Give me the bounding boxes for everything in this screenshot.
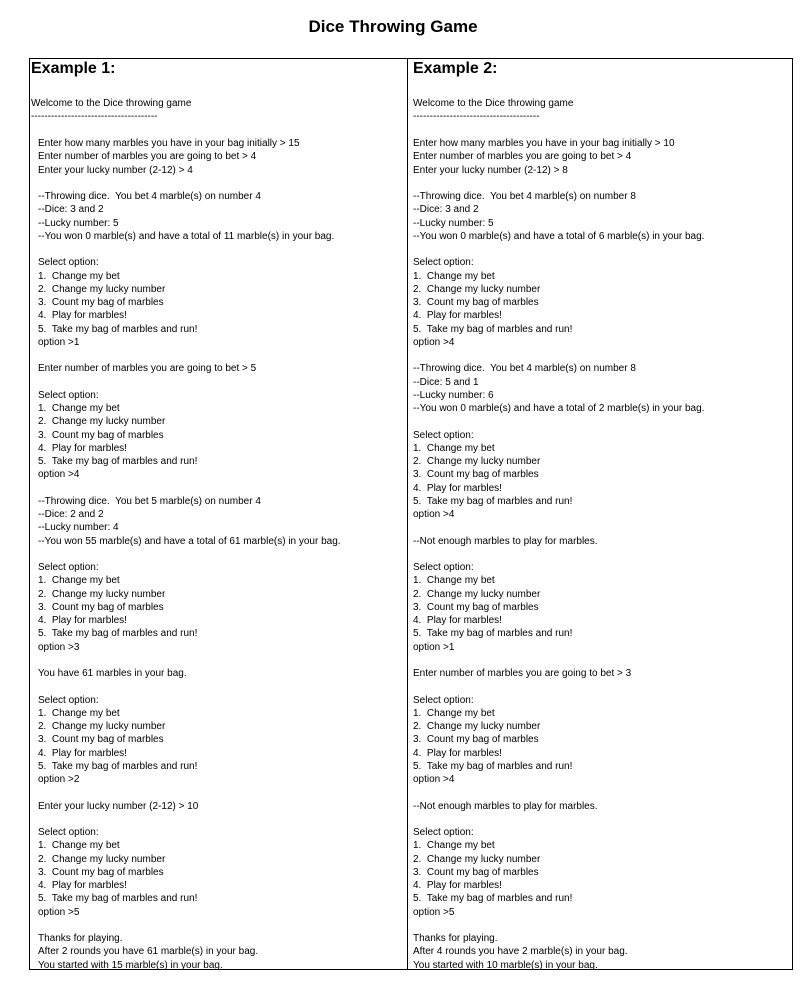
transcript-line: Select option: <box>413 429 474 441</box>
transcript-line: --Lucky number: 5 <box>38 217 119 229</box>
transcript-line: --Dice: 2 and 2 <box>38 509 104 520</box>
transcript-line: --Lucky number: 4 <box>38 522 119 534</box>
transcript-line: 5. Take my bag of marbles and run! <box>38 628 198 640</box>
transcript-line <box>38 482 341 495</box>
example-2-intro <box>413 97 573 123</box>
transcript-line: Enter how many marbles you have in your bag initially > 15 <box>38 138 300 149</box>
transcript-line: 4. Play for marbles! <box>38 442 127 454</box>
transcript-line: 5. Take my bag of marbles and run! <box>413 628 573 640</box>
transcript-line: option >4 <box>413 509 455 520</box>
transcript-line: 5. Take my bag of marbles and run! <box>413 323 573 335</box>
transcript-line: 5. Take my bag of marbles and run! <box>413 760 573 772</box>
transcript-line: --You won 0 marble(s) and have a total of 11 marble(s) in your bag. <box>38 230 335 242</box>
example-2-transcript <box>413 137 704 972</box>
transcript-line: 3. Count my bag of marbles <box>413 734 539 746</box>
transcript-line: option >1 <box>413 641 455 653</box>
transcript-line: Thanks for playing. <box>38 933 123 944</box>
page-title: Dice Throwing Game <box>308 17 478 36</box>
transcript-line: option >3 <box>38 641 80 653</box>
transcript-line: 2. Change my lucky number <box>413 588 541 600</box>
transcript-line: 5. Take my bag of marbles and run! <box>413 893 573 905</box>
example-1-intro <box>31 97 191 123</box>
transcript-line: You started with 15 marble(s) in your bag. <box>38 959 223 971</box>
transcript-line: Enter your lucky number (2-12) > 8 <box>413 164 568 176</box>
example-1-transcript <box>38 137 341 972</box>
transcript-line: 2. Change my lucky number <box>413 721 541 732</box>
transcript-line: 3. Count my bag of marbles <box>38 429 164 441</box>
transcript-line: 3. Count my bag of marbles <box>413 866 539 878</box>
transcript-line <box>38 376 341 389</box>
transcript-line: option >4 <box>413 336 455 348</box>
transcript-line: --Not enough marbles to play for marbles. <box>413 535 598 547</box>
transcript-line: Enter your lucky number (2-12) > 10 <box>38 800 199 812</box>
transcript-line: 2. Change my lucky number <box>413 283 541 295</box>
transcript-line: Select option: <box>413 257 474 269</box>
transcript-line: Select option: <box>38 389 99 401</box>
transcript-line <box>413 919 704 932</box>
transcript-line: Enter how many marbles you have in your bag initially > 10 <box>413 138 675 149</box>
transcript-line: 4. Play for marbles! <box>38 747 127 759</box>
transcript-line: --You won 55 marble(s) and have a total of 61 marble(s) in your bag. <box>38 535 341 547</box>
transcript-line: Enter number of marbles you are going to bet > 4 <box>38 151 257 163</box>
transcript-line: Enter number of marbles you are going to bet > 4 <box>413 151 632 163</box>
transcript-line <box>38 813 341 826</box>
transcript-line: 1. Change my bet <box>413 270 495 282</box>
transcript-line: Enter number of marbles you are going to bet > 5 <box>38 363 257 375</box>
transcript-line: 5. Take my bag of marbles and run! <box>413 495 573 507</box>
transcript-line: Enter number of marbles you are going to bet > 3 <box>413 668 632 679</box>
transcript-line <box>38 680 341 693</box>
transcript-line: Thanks for playing. <box>413 933 498 944</box>
transcript-line: 1. Change my bet <box>38 403 120 414</box>
transcript-line <box>413 177 704 190</box>
transcript-line <box>413 786 704 799</box>
transcript-line <box>413 521 704 534</box>
transcript-line: 4. Play for marbles! <box>413 747 502 759</box>
transcript-line: Select option: <box>413 827 474 838</box>
transcript-line: 1. Change my bet <box>38 840 120 852</box>
transcript-line: 3. Count my bag of marbles <box>413 601 539 613</box>
transcript-line: 5. Take my bag of marbles and run! <box>38 893 198 905</box>
transcript-line: option >1 <box>38 336 80 348</box>
transcript-line: 4. Play for marbles! <box>413 615 502 626</box>
transcript-line: Select option: <box>38 257 99 269</box>
transcript-line: 3. Count my bag of marbles <box>38 866 164 878</box>
transcript-line: 3. Count my bag of marbles <box>38 734 164 746</box>
transcript-line: Enter your lucky number (2-12) > 4 <box>38 164 193 176</box>
transcript-line: 1. Change my bet <box>38 270 120 282</box>
transcript-line <box>38 654 341 667</box>
transcript-line: 1. Change my bet <box>413 707 495 719</box>
transcript-line <box>413 813 704 826</box>
transcript-line: Select option: <box>413 694 474 706</box>
transcript-line: --Dice: 3 and 2 <box>413 204 479 216</box>
transcript-line: 4. Play for marbles! <box>413 310 502 322</box>
transcript-line: 1. Change my bet <box>413 575 495 587</box>
transcript-line: 3. Count my bag of marbles <box>413 469 539 481</box>
transcript-line: 1. Change my bet <box>413 442 495 454</box>
transcript-line: 4. Play for marbles! <box>38 880 127 891</box>
transcript-line: You started with 10 marble(s) in your bag. <box>413 959 598 971</box>
transcript-line: --Throwing dice. You bet 5 marble(s) on number 4 <box>38 495 261 507</box>
transcript-line: --You won 0 marble(s) and have a total of 6 marble(s) in your bag. <box>413 230 705 242</box>
transcript-line <box>413 415 704 428</box>
transcript-line: You have 61 marbles in your bag. <box>38 668 187 679</box>
transcript-line <box>413 680 704 693</box>
transcript-line: Select option: <box>38 562 99 573</box>
transcript-line: option >5 <box>413 906 455 918</box>
transcript-line: option >2 <box>38 774 80 785</box>
transcript-line: 5. Take my bag of marbles and run! <box>38 456 198 467</box>
transcript-line: 3. Count my bag of marbles <box>413 297 539 308</box>
transcript-line: After 4 rounds you have 2 marble(s) in your bag. <box>413 946 628 958</box>
transcript-line: 2. Change my lucky number <box>38 853 166 865</box>
transcript-line: 1. Change my bet <box>38 707 120 719</box>
transcript-line <box>38 786 341 799</box>
transcript-line: After 2 rounds you have 61 marble(s) in your bag. <box>38 946 259 958</box>
transcript-line: 1. Change my bet <box>38 575 120 587</box>
transcript-line: --You won 0 marble(s) and have a total of 2 marble(s) in your bag. <box>413 403 705 414</box>
transcript-line: --Not enough marbles to play for marbles. <box>413 800 598 812</box>
transcript-line: --Dice: 3 and 2 <box>38 204 104 216</box>
transcript-line: 4. Play for marbles! <box>413 482 502 494</box>
example-2-heading: Example 2: <box>413 60 498 77</box>
transcript-line: option >5 <box>38 906 80 918</box>
transcript-line: 2. Change my lucky number <box>413 853 541 865</box>
transcript-line: Select option: <box>38 827 99 838</box>
transcript-line <box>413 548 704 561</box>
transcript-line: 2. Change my lucky number <box>38 588 166 600</box>
transcript-line <box>38 919 341 932</box>
transcript-line: 2. Change my lucky number <box>38 416 166 428</box>
transcript-line: 4. Play for marbles! <box>38 615 127 626</box>
transcript-line <box>413 243 704 256</box>
example-2-welcome: Welcome to the Dice throwing game <box>413 98 574 109</box>
transcript-line: 1. Change my bet <box>413 840 495 852</box>
transcript-line: --Lucky number: 5 <box>413 217 494 229</box>
transcript-line: 2. Change my lucky number <box>413 456 541 467</box>
transcript-line <box>38 548 341 561</box>
transcript-line: 2. Change my lucky number <box>38 721 166 732</box>
example-1-welcome: Welcome to the Dice throwing game <box>31 98 192 109</box>
transcript-line: 4. Play for marbles! <box>38 310 127 322</box>
example-1-heading: Example 1: <box>31 60 116 77</box>
example-1-separator: -------------------------------------- <box>31 111 158 122</box>
transcript-line: 5. Take my bag of marbles and run! <box>38 760 198 772</box>
transcript-line: 4. Play for marbles! <box>413 880 502 891</box>
transcript-line: --Lucky number: 6 <box>413 389 494 401</box>
transcript-line: Select option: <box>38 694 99 706</box>
transcript-line <box>38 349 341 362</box>
column-divider <box>407 58 408 970</box>
transcript-line: 5. Take my bag of marbles and run! <box>38 323 198 335</box>
example-2-separator: -------------------------------------- <box>413 111 540 122</box>
transcript-line: --Dice: 5 and 1 <box>413 376 479 388</box>
transcript-line: --Throwing dice. You bet 4 marble(s) on number 8 <box>413 363 636 375</box>
transcript-line <box>38 243 341 256</box>
transcript-line: option >4 <box>38 469 80 481</box>
transcript-line: Select option: <box>413 562 474 573</box>
transcript-line <box>413 349 704 362</box>
transcript-line: --Throwing dice. You bet 4 marble(s) on number 4 <box>38 191 261 202</box>
transcript-line: 3. Count my bag of marbles <box>38 297 164 308</box>
transcript-line: 3. Count my bag of marbles <box>38 601 164 613</box>
transcript-line: option >4 <box>413 774 455 785</box>
transcript-line: --Throwing dice. You bet 4 marble(s) on number 8 <box>413 191 636 202</box>
transcript-line: 2. Change my lucky number <box>38 283 166 295</box>
transcript-line <box>38 177 341 190</box>
transcript-line <box>413 654 704 667</box>
